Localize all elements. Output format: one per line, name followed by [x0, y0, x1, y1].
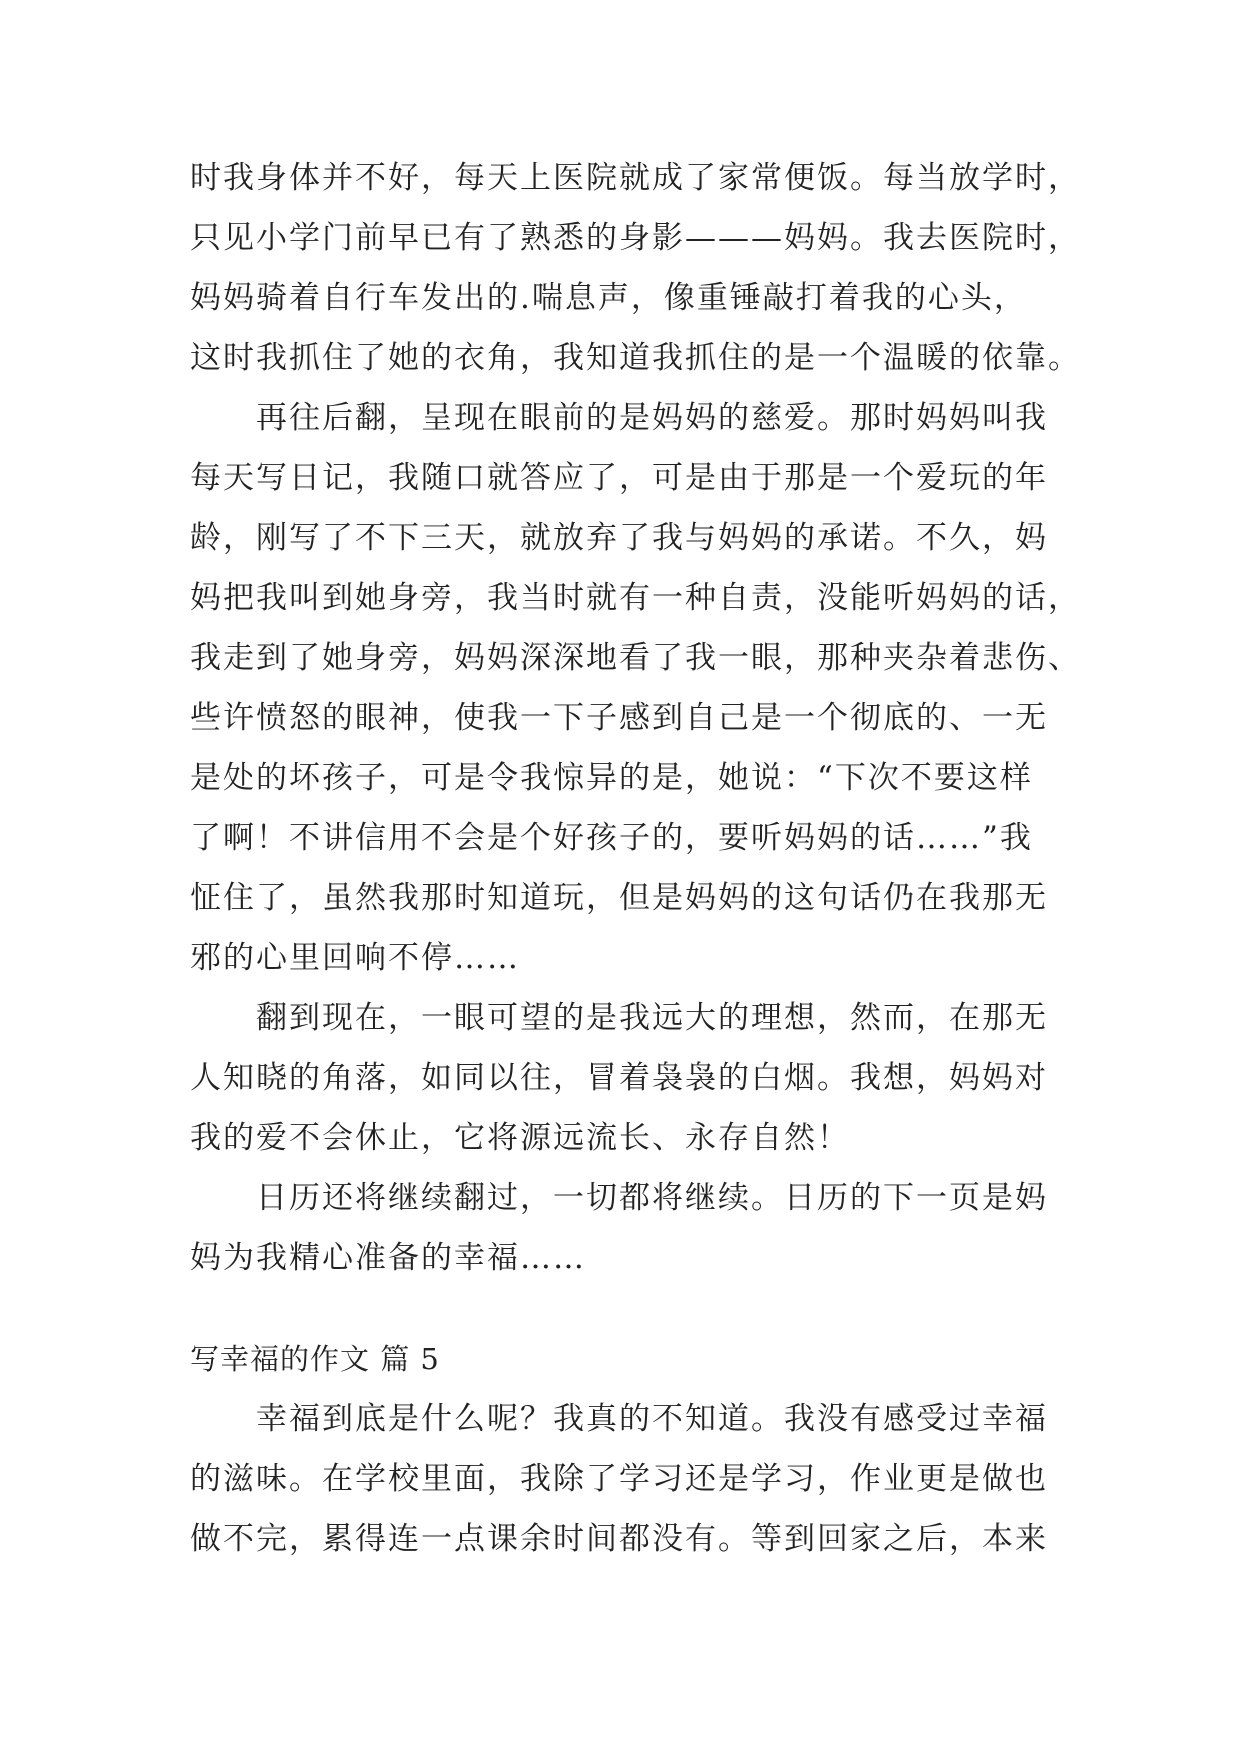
paragraph-start-line: 幸福到底是什么呢？我真的不知道。我没有感受过幸福 — [256, 1401, 1048, 1437]
text-line: 了啊！不讲信用不会是个好孩子的，要听妈妈的话……”我 — [190, 820, 1033, 856]
text-line: 邪的心里回响不停…… — [190, 940, 520, 976]
text-line: 我的爱不会休止，它将源远流长、永存自然！ — [190, 1120, 850, 1156]
text-line: 做不完，累得连一点课余时间都没有。等到回家之后，本来 — [190, 1521, 1048, 1557]
text-line: 怔住了，虽然我那时知道玩，但是妈妈的这句话仍在我那无 — [190, 880, 1048, 916]
text-line: 每天写日记，我随口就答应了，可是由于那是一个爱玩的年 — [190, 460, 1048, 496]
text-line: 的滋味。在学校里面，我除了学习还是学习，作业更是做也 — [190, 1461, 1048, 1497]
text-line: 妈为我精心准备的幸福…… — [190, 1240, 586, 1276]
section-heading: 写幸福的作文 篇 5 — [190, 1342, 440, 1376]
text-line: 人知晓的角落，如同以往，冒着袅袅的白烟。我想，妈妈对 — [190, 1060, 1048, 1096]
document-page — [190, 0, 1081, 1754]
text-line: 妈把我叫到她身旁，我当时就有一种自责，没能听妈妈的话， — [190, 580, 1081, 616]
text-line: 时我身体并不好，每天上医院就成了家常便饭。每当放学时， — [190, 160, 1081, 196]
text-line: 龄，刚写了不下三天，就放弃了我与妈妈的承诺。不久，妈 — [190, 520, 1048, 556]
text-line: 只见小学门前早已有了熟悉的身影———妈妈。我去医院时， — [190, 220, 1081, 256]
text-line: 这时我抓住了她的衣角，我知道我抓住的是一个温暖的依靠。 — [190, 340, 1081, 376]
text-line: 些许愤怒的眼神，使我一下子感到自己是一个彻底的、一无 — [190, 700, 1048, 736]
text-line: 我走到了她身旁，妈妈深深地看了我一眼，那种夹杂着悲伤、 — [190, 640, 1081, 676]
paragraph-start-line: 日历还将继续翻过，一切都将继续。日历的下一页是妈 — [256, 1180, 1048, 1216]
paragraph-start-line: 翻到现在，一眼可望的是我远大的理想，然而，在那无 — [256, 1000, 1048, 1036]
paragraph-start-line: 再往后翻，呈现在眼前的是妈妈的慈爱。那时妈妈叫我 — [256, 400, 1048, 436]
text-line: 妈妈骑着自行车发出的.喘息声，像重锤敲打着我的心头， — [190, 280, 1027, 316]
text-line: 是处的坏孩子，可是令我惊异的是，她说：“下次不要这样 — [190, 760, 1033, 796]
